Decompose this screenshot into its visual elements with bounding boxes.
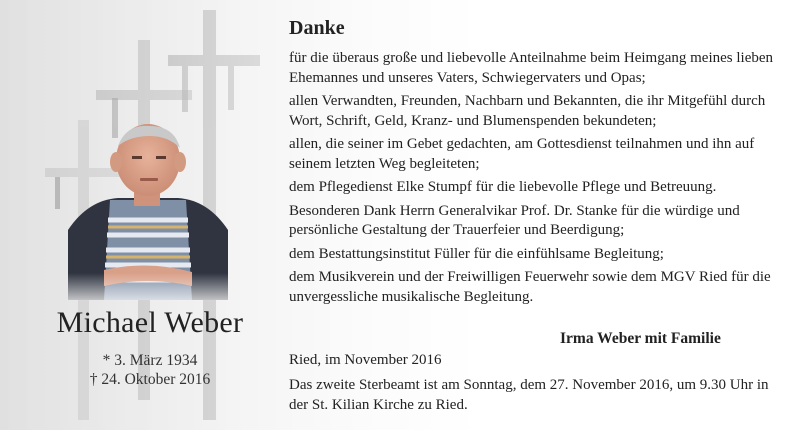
birth-date: * 3. März 1934 [102, 352, 198, 369]
thanks-paragraph: dem Pflegedienst Elke Stumpf für die liebevolle Pflege und Betreuung. [289, 179, 717, 195]
death-date: † 24. Oktober 2016 [89, 371, 211, 388]
thanks-list [289, 49, 789, 311]
thanks-paragraph: Besonderen Dank Herrn Generalvikar Prof. Dr. Stanke für die würdige und persönliche Gestaltung der Trauerfeier und Beerdigung; [289, 202, 740, 238]
portrait-photo [68, 120, 228, 300]
thanks-paragraph: dem Bestattungsinstitut Füller für die einfühlsame Begleitung; [289, 245, 664, 262]
thanks-paragraph: für die überaus große und liebevolle Anteilnahme beim Heimgang meines lieben Ehemannes und unseres Vaters, Schwiegervaters und Opas; [289, 50, 774, 86]
thanks-paragraph: allen, die seiner im Gebet gedachten, am Gottesdienst teilnahmen und ihn auf seinem letzten Weg begleiteten; [289, 136, 755, 172]
deceased-name: Michael Weber [56, 306, 244, 339]
service-note: Das zweite Sterbeamt ist am Sonntag, dem 27. November 2016, um 9.30 Uhr in der St. Kilian Kirche zu Ried. [289, 377, 769, 413]
place-date: Ried, im November 2016 [289, 352, 442, 368]
signature: Irma Weber mit Familie [560, 330, 721, 347]
life-dates [0, 351, 300, 389]
thanks-paragraph: allen Verwandten, Freunden, Nachbarn und Bekannten, die ihr Mitgefühl durch Wort, Schrift, Geld, Kranz- und Blumenspenden bekundeten; [289, 93, 766, 129]
thanks-paragraph: dem Musikverein und der Freiwilligen Feuerwehr sowie dem MGV Ried für die unvergessliche musikalische Begleitung. [289, 269, 771, 305]
thanks-title: Danke [289, 17, 345, 39]
